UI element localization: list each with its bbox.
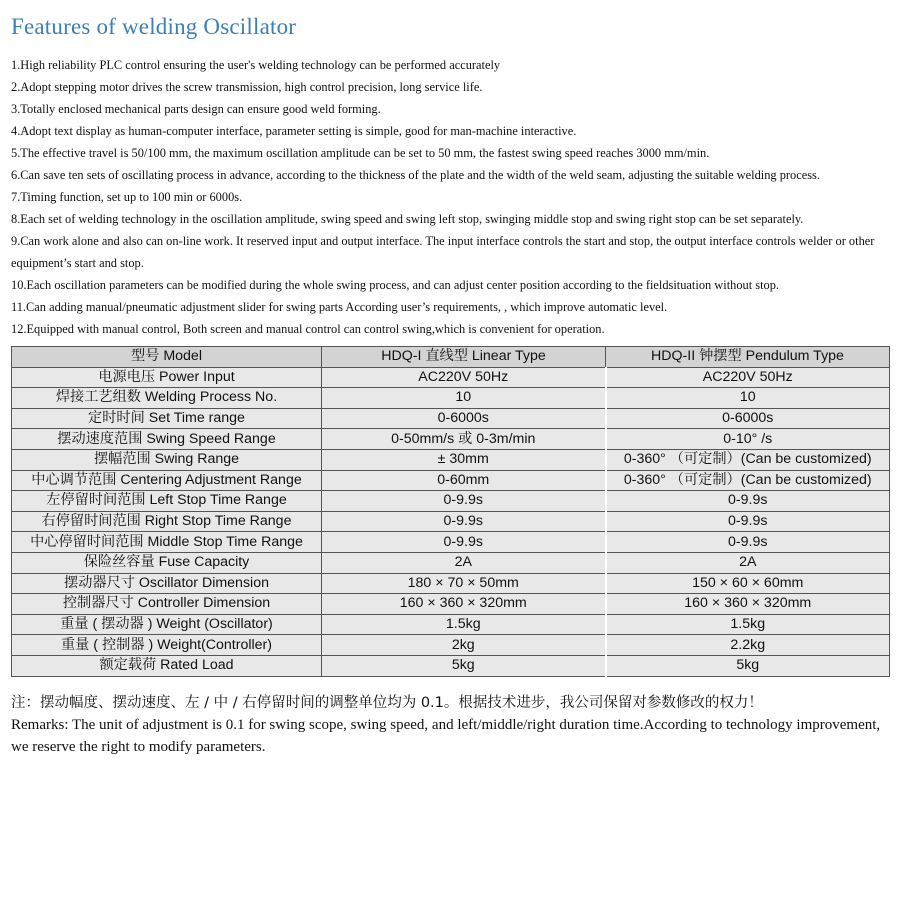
table-row [12, 408, 890, 429]
feature-item: 5.The effective travel is 50/100 mm, the maximum oscillation amplitude can be set to 50 mm, the fastest swing speed reaches 3000 mm/min. [11, 146, 710, 160]
feature-item: 12.Equipped with manual control, Both screen and manual control can control swing,which is convenient for operation. [11, 322, 605, 336]
table-cell: 0-6000s [322, 408, 606, 429]
table-row-label: 摆动速度范围 Swing Speed Range [12, 429, 322, 450]
table-cell: 5kg [322, 655, 606, 676]
table-header-cell: HDQ-II 钟摆型 Pendulum Type [606, 347, 890, 368]
feature-item: 11.Can adding manual/pneumatic adjustment slider for swing parts According user’s requirements, , which improve automatic level. [11, 300, 668, 314]
remark-english: Remarks: The unit of adjustment is 0.1 for swing scope, swing speed, and left/middle/right duration time.According to technology improvement, we reserve the right to modify parameters. [11, 717, 881, 755]
features-list [11, 54, 893, 340]
feature-item: 2.Adopt stepping motor drives the screw transmission, high control precision, long service life. [11, 80, 483, 94]
table-cell: AC220V 50Hz [322, 367, 606, 388]
spec-table [11, 346, 890, 677]
table-cell: 1.5kg [606, 614, 890, 635]
table-cell: 160 × 360 × 320mm [322, 594, 606, 615]
table-body [12, 367, 890, 676]
table-cell: 0-9.9s [322, 511, 606, 532]
table-row [12, 449, 890, 470]
table-row [12, 511, 890, 532]
table-cell: 1.5kg [322, 614, 606, 635]
feature-item: 4.Adopt text display as human-computer interface, parameter setting is simple, good for man-machine interactive. [11, 124, 577, 138]
table-header-row [12, 347, 890, 368]
table-row [12, 573, 890, 594]
table-row [12, 388, 890, 409]
table-cell: 0-9.9s [606, 532, 890, 553]
table-cell: 0-9.9s [606, 491, 890, 512]
table-cell: 2kg [322, 635, 606, 656]
table-row [12, 491, 890, 512]
table-row-label: 额定载荷 Rated Load [12, 655, 322, 676]
table-row [12, 470, 890, 491]
table-row [12, 367, 890, 388]
table-row-label: 保险丝容量 Fuse Capacity [12, 552, 322, 573]
page-title: Features of welding Oscillator [11, 14, 297, 39]
table-cell: 0-9.9s [606, 511, 890, 532]
table-cell: 5kg [606, 655, 890, 676]
table-row-label: 电源电压 Power Input [12, 367, 322, 388]
table-row-label: 焊接工艺组数 Welding Process No. [12, 388, 322, 409]
table-cell: 0-10° /s [606, 429, 890, 450]
feature-item: 6.Can save ten sets of oscillating process in advance, according to the thickness of the plate and the width of the weld seam, adjusting the suitable welding process. [11, 168, 820, 182]
remarks [11, 692, 891, 758]
table-cell: 2A [606, 552, 890, 573]
table-row-label: 重量 ( 控制器 ) Weight(Controller) [12, 635, 322, 656]
table-row-label: 左停留时间范围 Left Stop Time Range [12, 491, 322, 512]
table-row-label: 摆动器尺寸 Oscillator Dimension [12, 573, 322, 594]
table-cell: 10 [606, 388, 890, 409]
table-row [12, 594, 890, 615]
table-row-label: 右停留时间范围 Right Stop Time Range [12, 511, 322, 532]
remark-chinese: 注：摆动幅度、摆动速度、左 / 中 / 右停留时间的调整单位均为 0.1。根据技术进步，我公司保留对参数修改的权力！ [11, 695, 763, 711]
table-header-cell: HDQ-I 直线型 Linear Type [322, 347, 606, 368]
table-cell: 0-60mm [322, 470, 606, 491]
table-cell: 0-360° （可定制）(Can be customized) [606, 470, 890, 491]
feature-item: 1.High reliability PLC control ensuring the user's welding technology can be performed accurately [11, 58, 501, 72]
feature-item: 10.Each oscillation parameters can be modified during the whole swing process, and can adjust center position according to the fieldsituation without stop. [11, 278, 780, 292]
table-cell: 0-9.9s [322, 532, 606, 553]
table-cell: 0-9.9s [322, 491, 606, 512]
feature-item: 9.Can work alone and also can on-line work. It reserved input and output interface. The input interface controls the start and stop, the output interface controls welder or other equipment’s start and stop. [11, 234, 875, 270]
table-cell: 0-50mm/s 或 0-3m/min [322, 429, 606, 450]
table-row [12, 532, 890, 553]
table-row-label: 中心调节范围 Centering Adjustment Range [12, 470, 322, 491]
table-row [12, 429, 890, 450]
table-row [12, 552, 890, 573]
table-cell: 0-360° （可定制）(Can be customized) [606, 449, 890, 470]
table-row [12, 614, 890, 635]
feature-item: 7.Timing function, set up to 100 min or 6000s. [11, 190, 243, 204]
table-row [12, 655, 890, 676]
feature-item: 8.Each set of welding technology in the oscillation amplitude, swing speed and swing left stop, swinging middle stop and swing right stop can be set separately. [11, 212, 804, 226]
table-row-label: 中心停留时间范围 Middle Stop Time Range [12, 532, 322, 553]
table-cell: 2.2kg [606, 635, 890, 656]
table-row [12, 635, 890, 656]
feature-item: 3.Totally enclosed mechanical parts design can ensure good weld forming. [11, 102, 381, 116]
table-cell: AC220V 50Hz [606, 367, 890, 388]
table-cell: 10 [322, 388, 606, 409]
table-row-label: 摆幅范围 Swing Range [12, 449, 322, 470]
table-row-label: 定时时间 Set Time range [12, 408, 322, 429]
table-cell: 0-6000s [606, 408, 890, 429]
table-row-label: 控制器尺寸 Controller Dimension [12, 594, 322, 615]
table-cell: 2A [322, 552, 606, 573]
table-cell: ± 30mm [322, 449, 606, 470]
table-row-label: 重量 ( 摆动器 ) Weight (Oscillator) [12, 614, 322, 635]
table-header-cell: 型号 Model [12, 347, 322, 368]
table-cell: 180 × 70 × 50mm [322, 573, 606, 594]
table-cell: 150 × 60 × 60mm [606, 573, 890, 594]
table-cell: 160 × 360 × 320mm [606, 594, 890, 615]
